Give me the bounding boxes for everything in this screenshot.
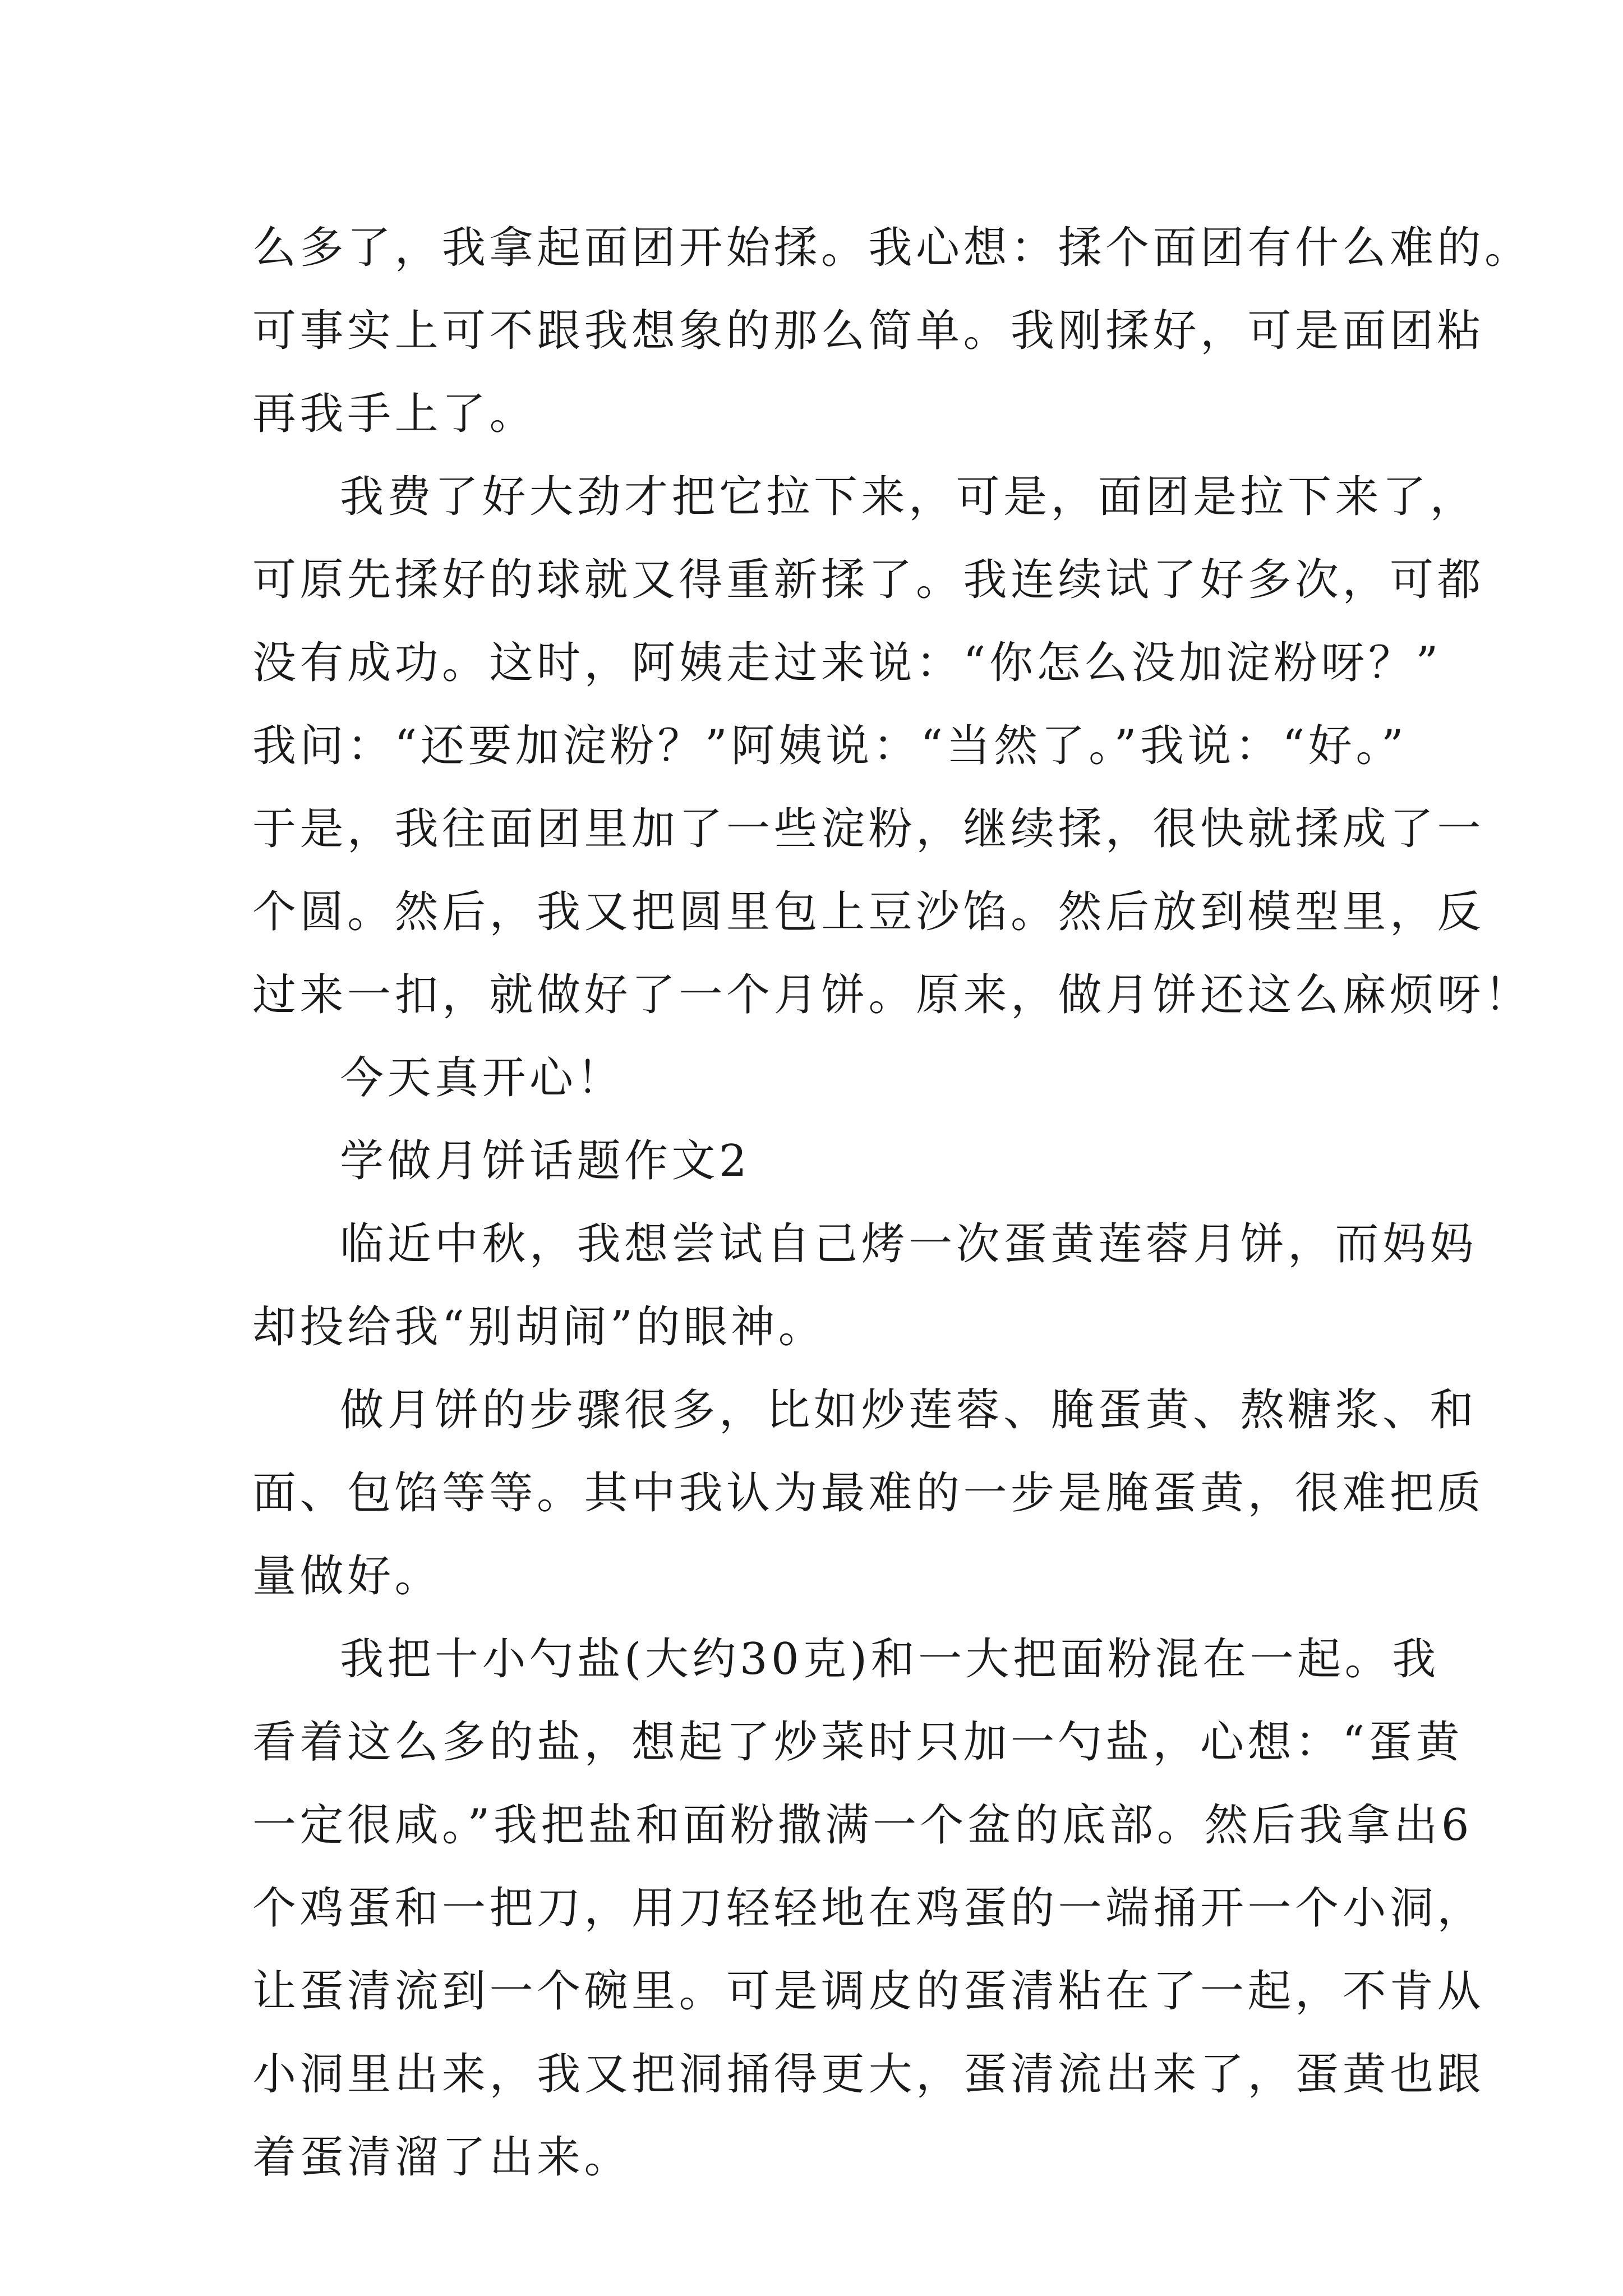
text-line: 我费了好大劲才把它拉下来，可是，面团是拉下来了， [340,472,1478,522]
text-line: 于是，我往面团里加了一些淀粉，继续揉，很快就揉成了一 [252,804,1485,854]
text-line: 做月饼的步骤很多，比如炒莲蓉、腌蛋黄、熬糖浆、和 [340,1385,1478,1435]
text-line: 临近中秋，我想尝试自己烤一次蛋黄莲蓉月饼，而妈妈 [340,1219,1478,1269]
text-line: 个圆。然后，我又把圆里包上豆沙馅。然后放到模型里，反 [252,887,1485,937]
text-line: 我把十小勺盐(大约30克)和一大把面粉混在一起。我 [340,1634,1440,1685]
text-line: 却投给我“别胡闹”的眼神。 [252,1302,826,1352]
section-heading: 学做月饼话题作文2 [340,1136,751,1186]
text-line: 我问：“还要加淀粉？”阿姨说：“当然了。”我说：“好。” [252,721,1408,771]
text-line: 么多了，我拿起面团开始揉。我心想：揉个面团有什么难的。 [252,223,1532,273]
text-line: 看着这么多的盐，想起了炒菜时只加一勺盐，心想：“蛋黄 [252,1717,1463,1768]
text-line: 可事实上可不跟我想象的那么简单。我刚揉好，可是面团粘 [252,306,1485,356]
text-line: 面、包馅等等。其中我认为最难的一步是腌蛋黄，很难把质 [252,1468,1485,1519]
text-line: 一定很咸。”我把盐和面粉撒满一个盆的底部。然后我拿出6 [252,1800,1473,1851]
text-line: 再我手上了。 [252,389,537,439]
text-line: 过来一扣，就做好了一个月饼。原来，做月饼还这么麻烦呀！ [252,970,1532,1020]
text-line: 着蛋清溜了出来。 [252,2132,632,2183]
text-line: 没有成功。这时，阿姨走过来说：“你怎么没加淀粉呀？” [252,638,1442,688]
text-line: 个鸡蛋和一把刀，用刀轻轻地在鸡蛋的一端捅开一个小洞， [252,1883,1485,1934]
text-line: 量做好。 [252,1551,442,1602]
text-line: 可原先揉好的球就又得重新揉了。我连续试了好多次，可都 [252,555,1485,605]
text-line: 今天真开心！ [340,1053,625,1103]
text-line: 小洞里出来，我又把洞捅得更大，蛋清流出来了，蛋黄也跟 [252,2049,1485,2100]
text-line: 让蛋清流到一个碗里。可是调皮的蛋清粘在了一起，不肯从 [252,1966,1485,2017]
